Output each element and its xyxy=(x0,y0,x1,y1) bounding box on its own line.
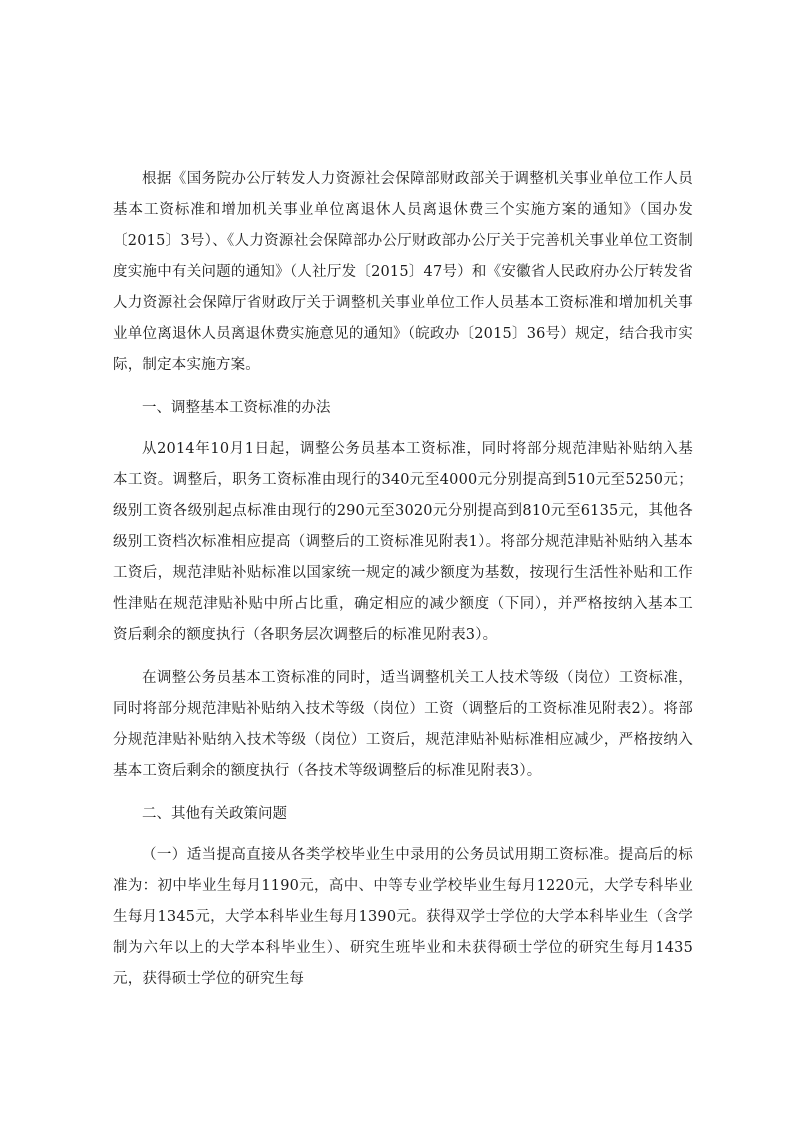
body-paragraph-3: （一）适当提高直接从各类学校毕业生中录用的公务员试用期工资标准。提高后的标准为：初中毕业生每月1190元，高中、中等专业学校毕业生每月1220元，大学专科毕业生每月1345元，大学本科毕业生每月1390元。获得双学士学位的大学本科毕业生（含学制为六年以上的大学本科毕业生）、研究生班毕业和未获得硕士学位的研究生每月1435元，获得硕士学位的研究生每 xyxy=(113,847,693,987)
section-heading-1: 一、调整基本工资标准的办法 xyxy=(142,400,331,416)
body-paragraph-1: 从2014年10月1日起，调整公务员基本工资标准，同时将部分规范津贴补贴纳入基本工资。调整后，职务工资标准由现行的340元至4000元分别提高到510元至5250元；级别工资各级别起点标准由现行的290元至3020元分别提高到810元至6135元，其他各级别工资档次标准相应提高（调整后的工资标准见附表1）。将部分规范津贴补贴纳入基本工资后，规范津贴补贴标准以国家统一规定的减少额度为基数，按现行生活性补贴和工作性津贴在规范津贴补贴中所占比重，确定相应的减少额度（下同），并严格按纳入基本工资后剩余的额度执行（各职务层次调整后的标准见附表3）。 xyxy=(113,441,693,643)
section-heading-2: 二、其他有关政策问题 xyxy=(142,806,287,822)
document-body xyxy=(113,164,693,995)
intro-paragraph: 根据《国务院办公厅转发人力资源社会保障部财政部关于调整机关事业单位工作人员基本工资标准和增加机关事业单位离退休人员离退休费三个实施方案的通知》（国办发〔2015〕3号）、《人力资源社会保障部办公厅财政部办公厅关于完善机关事业单位工资制度实施中有关问题的通知》（人社厅发〔2015〕47号）和《安徽省人民政府办公厅转发省人力资源社会保障厅省财政厅关于调整机关事业单位工作人员基本工资标准和增加机关事业单位离退休人员离退休费实施意见的通知》（皖政办〔2015〕36号）规定，结合我市实际，制定本实施方案。 xyxy=(113,171,693,373)
body-paragraph-2: 在调整公务员基本工资标准的同时，适当调整机关工人技术等级（岗位）工资标准，同时将部分规范津贴补贴纳入技术等级（岗位）工资（调整后的工资标准见附表2）。将部分规范津贴补贴纳入技术等级（岗位）工资后，规范津贴补贴标准相应减少，严格按纳入基本工资后剩余的额度执行（各技术等级调整后的标准见附表3）。 xyxy=(113,670,693,779)
